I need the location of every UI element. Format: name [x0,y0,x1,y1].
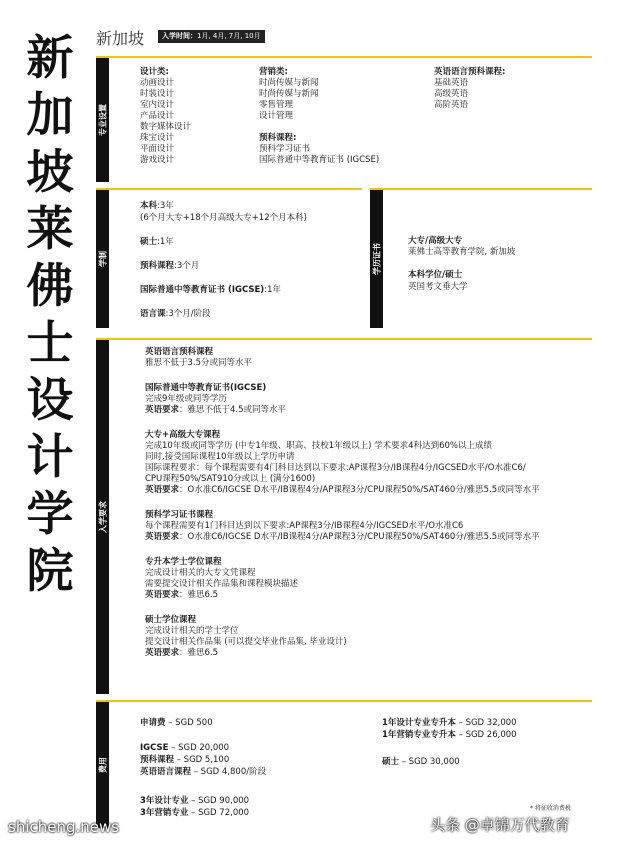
list-item: 高级英语 [434,89,469,99]
list-item: 动画设计 [140,78,175,88]
requirement-line: 英语要求：雅思6.5 [145,648,219,658]
programs-tab [96,58,109,182]
requirement-heading: 预科学习证书课程 [145,510,214,520]
list-heading: 设计类: [140,67,169,77]
list-item: 室内设计 [140,100,175,110]
programs-tab-label: 专业设置 [98,104,107,136]
requirement-line: 需要提交设计相关作品集和课程模块描述 [145,579,299,589]
marketing-list [259,67,379,166]
title-char: 坡 [26,145,74,200]
duration-section [96,188,362,330]
fee-application: 申请费 – SGD 500 [140,718,213,728]
fee-marketing-3yr: 3年营销专业 – SGD 72,000 [140,808,250,818]
list-item: 游戏设计 [140,155,175,165]
title-char: 莱 [26,202,74,257]
diploma-value: 莱佛士高等教育学院, 新加坡 [408,247,516,257]
fee-english: 英语语言课程 – SGD 4,800/阶段 [140,767,267,777]
list-heading: 预科课程: [259,133,297,143]
certificate-section [370,188,592,330]
title-char: 学 [26,487,74,542]
title-char: 计 [26,430,74,485]
title-char: 设 [26,373,74,428]
list-item: 高阶英语 [434,100,469,110]
igcse-duration: 国际普通中等教育证书 (IGCSE):1年 [140,285,281,295]
english-list [434,67,505,111]
requirement-line: 完成设计相关的学士学位 [145,626,239,636]
requirement-line: CPU课程50%/SAT910分或以上 (满分1600) [145,474,316,484]
degree-title: 本科学位/硕士 [408,270,463,280]
list-item: 预科学习证书 [259,144,311,154]
fee-topup-design: 1年设计专业专升本 – SGD 32,000 [382,718,517,728]
title-char: 佛 [26,259,74,314]
requirement-line: 英语要求：雅思不低于4.5或同等水平 [145,405,287,415]
requirement-line: 英语要求：O水准C6/IGCSE D水平/IB课程4分/AP课程3分/CPU课程50%/SAT460分/雅思5.5或同等水平 [145,532,540,542]
master-duration: 硕士:1年 [140,237,174,247]
fees-tab [96,702,109,828]
degree-value: 英国考文垂大学 [408,282,468,292]
certificate-tab [370,190,383,328]
requirements-tab [96,340,109,694]
fee-master: 硕士 – SGD 30,000 [382,757,460,767]
duration-tab-label: 学制 [98,251,107,267]
list-item: 设计管理 [259,111,294,121]
list-item: 基础英语 [434,78,469,88]
language-duration: 语言课:3个月/阶段 [140,309,211,319]
list-item: 国际普通中等教育证书 (IGCSE) [259,155,380,165]
vertical-school-title [18,30,82,600]
list-heading: 英语语言预科课程: [434,67,506,77]
requirement-line: 每个课程需要有1门科目达到以下要求:AP课程3分/IB课程4分/IGCSED水平/O水准C6 [145,521,464,531]
bachelor-duration: 本科:3年 [140,201,174,211]
list-item: 时尚传媒与新闻 [259,78,319,88]
list-item: 时尚传媒与新闻 [259,89,319,99]
fee-design-3yr: 3年设计专业 – SGD 90,000 [140,796,250,806]
fee-tax-note: * 将征收消费税 [530,805,571,812]
design-list [140,67,191,166]
requirement-heading: 硕士学位课程 [145,615,197,625]
bachelor-note: (6个月大专+18个月高级大专+12个月本科) [140,213,307,223]
requirement-heading: 大专+高级大专课程 [145,430,221,440]
fee-topup-marketing: 1年营销专业专升本 – SGD 26,000 [382,730,517,740]
certificate-tab-label: 学历证书 [372,243,381,275]
list-item: 时装设计 [140,89,175,99]
requirement-heading: 专升本学士学位课程 [145,557,222,567]
list-item: 产品设计 [140,111,175,121]
title-char: 新 [26,31,74,86]
title-char: 院 [26,544,74,599]
list-item: 数字媒体设计 [140,122,192,132]
fees-tab-label: 费用 [98,757,107,773]
duration-tab [96,190,109,328]
diploma-title: 大专/高级大专 [408,236,463,246]
requirements-tab-label: 入学要求 [98,501,107,533]
fee-prep: 预科课程 – SGD 5,100 [140,755,230,765]
requirement-line: 完成10年级或同等学历 (中专1年级、职高、技校1年级以上) 学术要求4科达到60%以上成绩 [145,441,492,451]
requirement-line: 完成设计相关的大专文凭课程 [145,568,256,578]
fee-igcse: IGCSE – SGD 20,000 [140,743,230,753]
requirement-line: 提交设计相关作品集 (可以提交毕业作品集, 毕业设计) [145,637,347,647]
requirement-line: 英语要求：雅思6.5 [145,590,219,600]
requirement-line: 英语要求：O水准C6/IGCSE D水平/IB课程4分/AP课程3分/CPU课程50%/SAT460分/雅思5.5或同等水平 [145,485,540,495]
watermark-right: 头条 @卓锦万代教育 [430,816,570,834]
intake-badge [158,30,265,43]
country-heading: 新加坡 [96,29,145,48]
intake-label: 入学时间： [162,32,197,40]
list-item: 零售管理 [259,100,294,110]
watermark-left: shicheng.news [8,818,120,836]
list-heading: 营销类: [259,67,288,77]
requirement-line: 同时,接受国际课程10年级以上学历申请 [145,452,295,462]
requirement-heading: 国际普通中等教育证书(IGCSE) [145,383,267,393]
requirement-heading: 英语语言预科课程 [145,347,214,357]
requirement-line: 完成9年级或同等学历 [145,394,227,404]
title-char: 士 [26,316,74,371]
requirements-list [145,347,540,659]
title-char: 加 [26,88,74,143]
list-item: 珠宝设计 [140,133,175,143]
prep-duration: 预科课程:3个月 [140,261,200,271]
requirement-line: 国际课程要求：每个课程需要有4门科目达到以下要求:AP课程3分/IB课程4分/IGCSED水平/O水准C6/ [145,463,526,473]
list-item: 平面设计 [140,144,175,154]
intake-value: 1月, 4月, 7月, 10月 [197,32,261,40]
requirement-line: 雅思不低于3.5分或同等水平 [145,358,253,368]
